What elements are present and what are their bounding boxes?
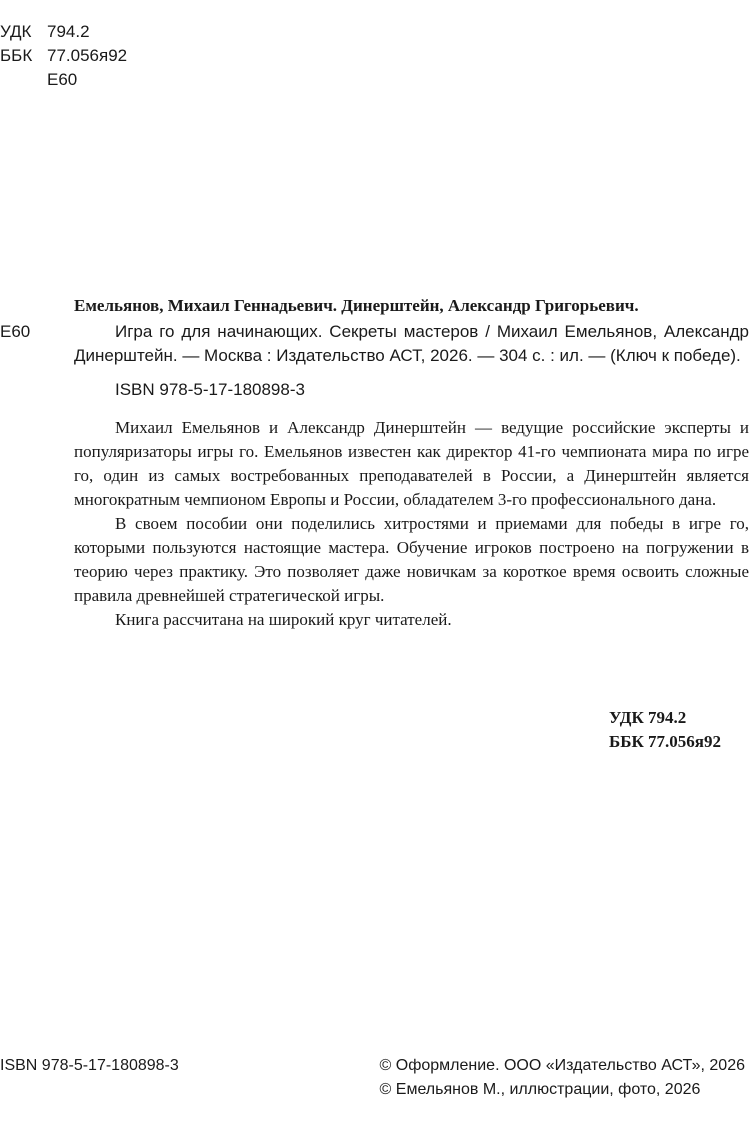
annotation-paragraph: В своем пособии они поделились хитростями и приемами для победы в игре го, которыми пользуются настоящие мастера. Обучение игроков построено на погружении в теорию через практику. Это позволяет даже новичкам за короткое время освоить сложные правила древнейшей стратегической игры.: [74, 514, 749, 605]
bbk-value: 77.056я92: [47, 46, 128, 65]
bibliographic-entry: Игра го для начинающих. Секреты мастеров / Михаил Емельянов, Александр Динерштейн. — Москва : Издательство АСТ, 2026. — 304 с. : ил. — (Ключ к победе).: [74, 322, 749, 365]
udk-value: 794.2: [47, 22, 90, 41]
catalog-card: [74, 294, 749, 632]
authors-heading: Емельянов, Михаил Геннадьевич. Динерштейн, Александр Григорьевич.: [74, 296, 639, 315]
author-mark-row: [0, 68, 127, 92]
author-mark-top: Е60: [47, 70, 78, 89]
copyright-block: [380, 1054, 745, 1102]
card-udk: УДК 794.2: [609, 708, 687, 727]
annotation-paragraph: Михаил Емельянов и Александр Динерштейн — ведущие российские эксперты и популяризаторы игры го. Емельянов известен как директор 41-го чемпионата мира по игре го, один из самых востребованных преподавателей в России, а Динерштейн является многократным чемпионом Европы и России, обладателем 3-го профессионального дана.: [74, 418, 749, 509]
footer-isbn: ISBN 978-5-17-180898-3: [0, 1057, 179, 1074]
card-isbn: ISBN 978-5-17-180898-3: [115, 380, 305, 399]
card-bbk: ББК 77.056я92: [609, 732, 722, 751]
author-mark-left: Е60: [0, 322, 31, 341]
annotation-paragraph: Книга рассчитана на широкий круг читателей.: [115, 610, 452, 629]
bbk-row: [0, 44, 127, 68]
copyright-author: © Емельянов М., иллюстрации, фото, 2026: [379, 1081, 701, 1098]
udk-row: [0, 20, 127, 44]
card-classification-codes: [609, 706, 721, 754]
copyright-design: © Оформление. ООО «Издательство АСТ», 2026: [379, 1057, 745, 1074]
annotation: [74, 416, 749, 632]
bbk-label: ББК: [0, 46, 33, 65]
classification-codes: [0, 20, 127, 92]
udk-label: УДК: [0, 22, 32, 41]
